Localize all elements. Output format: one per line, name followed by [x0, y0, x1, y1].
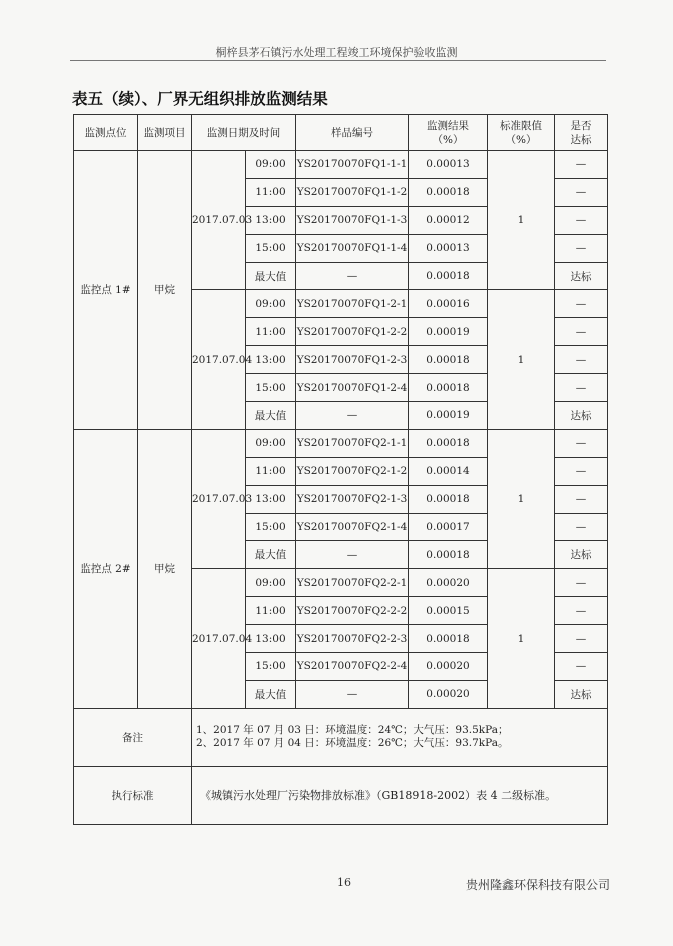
point-cell: 监控点 1#	[74, 151, 138, 430]
result-cell: 0.00018	[409, 485, 488, 513]
compliance-cell: —	[555, 485, 608, 513]
result-cell: 0.00018	[409, 541, 488, 569]
time-cell: 15:00	[246, 374, 296, 402]
time-cell: 13:00	[246, 625, 296, 653]
col-header-item: 监测项目	[138, 115, 192, 151]
notes-label: 备注	[74, 708, 192, 766]
time-cell: 最大值	[246, 262, 296, 290]
limit-cell: 1	[488, 290, 555, 429]
time-cell: 15:00	[246, 653, 296, 681]
document-header-title: 桐梓县茅石镇污水处理工程竣工环境保护验收监测	[215, 46, 458, 59]
note-line-1: 1、2017 年 07 月 03 日：环境温度：24℃；大气压：93.5kPa；	[196, 724, 509, 737]
compliance-cell: —	[555, 597, 608, 625]
sample-id-cell: —	[296, 541, 409, 569]
compliance-cell: —	[555, 346, 608, 374]
compliance-cell: 达标	[555, 262, 608, 290]
time-cell: 最大值	[246, 680, 296, 708]
result-cell: 0.00012	[409, 206, 488, 234]
standard-content: 《城镇污水处理厂污染物排放标准》（GB18918-2002）表 4 二级标准。	[192, 766, 608, 824]
note-line-2: 2、2017 年 07 月 04 日：环境温度：26℃；大气压：93.7kPa。	[196, 737, 509, 750]
compliance-cell: —	[555, 374, 608, 402]
result-cell: 0.00020	[409, 680, 488, 708]
sample-id-cell: YS20170070FQ1-1-3	[296, 206, 409, 234]
monitoring-results-table	[73, 114, 608, 825]
result-cell: 0.00017	[409, 513, 488, 541]
table-row	[74, 151, 608, 179]
result-cell: 0.00020	[409, 569, 488, 597]
sample-id-cell: YS20170070FQ1-2-2	[296, 318, 409, 346]
result-cell: 0.00019	[409, 318, 488, 346]
sample-id-cell: YS20170070FQ2-1-4	[296, 513, 409, 541]
compliance-cell: —	[555, 234, 608, 262]
company-name: 贵州隆鑫环保科技有限公司	[466, 878, 611, 892]
sample-id-cell: YS20170070FQ1-1-2	[296, 178, 409, 206]
compliance-cell: 达标	[555, 541, 608, 569]
header-divider	[70, 60, 606, 61]
sample-id-cell: YS20170070FQ1-1-4	[296, 234, 409, 262]
result-cell: 0.00015	[409, 597, 488, 625]
sample-id-cell: YS20170070FQ2-2-3	[296, 625, 409, 653]
date-cell: 2017.07.04	[192, 569, 246, 708]
sample-id-cell: YS20170070FQ2-2-1	[296, 569, 409, 597]
notes-row	[74, 708, 608, 766]
date-cell: 2017.07.03	[192, 151, 246, 290]
table-title: 表五（续）、厂界无组织排放监测结果	[72, 90, 328, 108]
time-cell: 09:00	[246, 569, 296, 597]
result-cell: 0.00018	[409, 346, 488, 374]
compliance-cell: —	[555, 513, 608, 541]
result-cell: 0.00019	[409, 402, 488, 430]
time-cell: 15:00	[246, 513, 296, 541]
notes-content	[192, 708, 608, 766]
compliance-cell: —	[555, 429, 608, 457]
sample-id-cell: —	[296, 680, 409, 708]
sample-id-cell: YS20170070FQ1-2-1	[296, 290, 409, 318]
limit-cell: 1	[488, 569, 555, 708]
sample-id-cell: —	[296, 262, 409, 290]
table-row	[74, 429, 608, 457]
time-cell: 11:00	[246, 457, 296, 485]
compliance-cell: 达标	[555, 680, 608, 708]
result-cell: 0.00013	[409, 151, 488, 179]
date-cell: 2017.07.04	[192, 290, 246, 429]
compliance-cell: —	[555, 290, 608, 318]
sample-id-cell: YS20170070FQ2-1-3	[296, 485, 409, 513]
time-cell: 09:00	[246, 290, 296, 318]
point-cell: 监控点 2#	[74, 429, 138, 708]
item-cell: 甲烷	[138, 429, 192, 708]
result-cell: 0.00014	[409, 457, 488, 485]
time-cell: 13:00	[246, 485, 296, 513]
compliance-cell: —	[555, 457, 608, 485]
standard-row	[74, 766, 608, 824]
sample-id-cell: YS20170070FQ1-1-1	[296, 151, 409, 179]
result-cell: 0.00018	[409, 374, 488, 402]
time-cell: 11:00	[246, 597, 296, 625]
result-cell: 0.00018	[409, 262, 488, 290]
result-cell: 0.00018	[409, 429, 488, 457]
col-header-point: 监测点位	[74, 115, 138, 151]
standard-label: 执行标准	[74, 766, 192, 824]
compliance-cell: —	[555, 178, 608, 206]
limit-cell: 1	[488, 429, 555, 568]
result-cell: 0.00016	[409, 290, 488, 318]
result-cell: 0.00013	[409, 234, 488, 262]
sample-id-cell: YS20170070FQ1-2-3	[296, 346, 409, 374]
date-cell: 2017.07.03	[192, 429, 246, 568]
compliance-cell: —	[555, 625, 608, 653]
col-header-datetime: 监测日期及时间	[192, 115, 296, 151]
time-cell: 13:00	[246, 346, 296, 374]
sample-id-cell: YS20170070FQ2-1-1	[296, 429, 409, 457]
sample-id-cell: YS20170070FQ2-2-2	[296, 597, 409, 625]
compliance-cell: —	[555, 151, 608, 179]
time-cell: 11:00	[246, 318, 296, 346]
time-cell: 11:00	[246, 178, 296, 206]
compliance-cell: —	[555, 206, 608, 234]
compliance-cell: —	[555, 653, 608, 681]
sample-id-cell: YS20170070FQ2-2-4	[296, 653, 409, 681]
compliance-cell: 达标	[555, 402, 608, 430]
sample-id-cell: YS20170070FQ2-1-2	[296, 457, 409, 485]
col-header-compliance: 是否 达标	[555, 115, 608, 151]
limit-cell: 1	[488, 151, 555, 290]
compliance-cell: —	[555, 569, 608, 597]
time-cell: 15:00	[246, 234, 296, 262]
result-cell: 0.00018	[409, 178, 488, 206]
time-cell: 最大值	[246, 402, 296, 430]
item-cell: 甲烷	[138, 151, 192, 430]
col-header-result: 监测结果 （%）	[409, 115, 488, 151]
col-header-sample: 样品编号	[296, 115, 409, 151]
result-cell: 0.00018	[409, 625, 488, 653]
time-cell: 09:00	[246, 151, 296, 179]
time-cell: 09:00	[246, 429, 296, 457]
compliance-cell: —	[555, 318, 608, 346]
time-cell: 13:00	[246, 206, 296, 234]
sample-id-cell: YS20170070FQ1-2-4	[296, 374, 409, 402]
result-cell: 0.00020	[409, 653, 488, 681]
sample-id-cell: —	[296, 402, 409, 430]
time-cell: 最大值	[246, 541, 296, 569]
page-number: 16	[337, 876, 351, 889]
table-header-row	[74, 115, 608, 151]
col-header-limit: 标准限值 （%）	[488, 115, 555, 151]
